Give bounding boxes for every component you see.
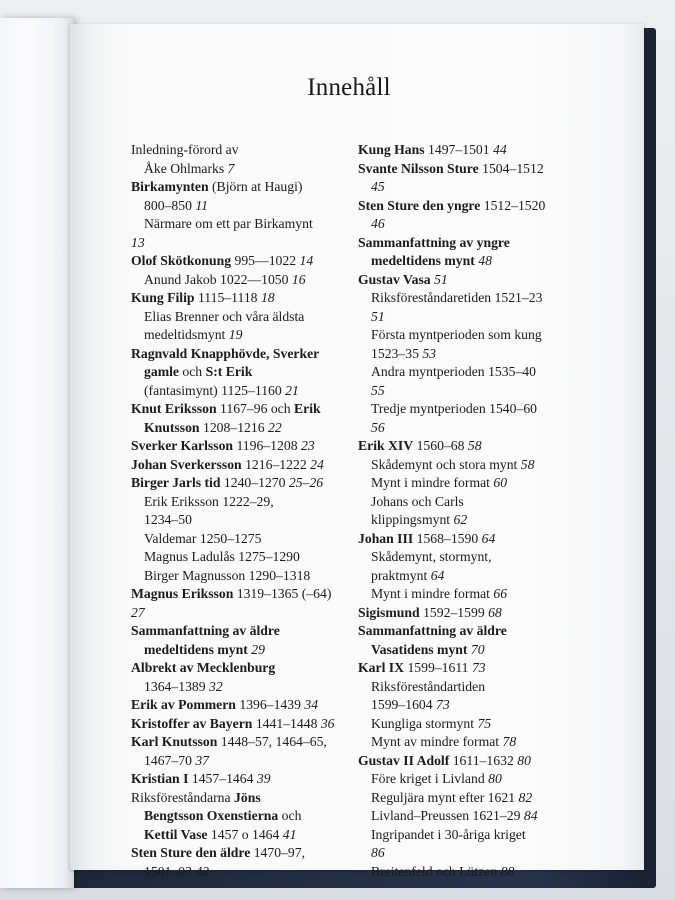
entry-text: Gustav Vasa (358, 271, 431, 287)
entry-text: Tredje myntperioden 1540–60 (371, 401, 538, 416)
entry-text: Kung Hans (358, 142, 425, 157)
entry-text: Erik av Pommern (131, 697, 236, 712)
entry-text: 1457–1464 (188, 771, 257, 786)
entry-text: 1208–1216 (199, 419, 268, 435)
toc-entry (131, 770, 361, 789)
page-number: 82 (518, 789, 533, 805)
entry-text: Magnus Eriksson (131, 586, 234, 601)
page-number: 24 (310, 456, 324, 472)
entry-text: Reguljära mynt efter 1621 (371, 789, 519, 805)
toc-entry (358, 474, 598, 493)
page-number: 60 (493, 475, 508, 490)
page-number: 64 (430, 567, 445, 583)
entry-text: Sammanfattning av yngre (358, 234, 510, 250)
toc-entry (358, 382, 598, 401)
toc-entry (131, 345, 361, 364)
entry-text: praktmynt (371, 567, 431, 583)
entry-text: 1501–03 (144, 863, 196, 879)
entry-text: Livland–Preussen 1621–29 (371, 808, 524, 823)
entry-text: medeltidens mynt (371, 253, 475, 268)
toc-entry (358, 178, 598, 197)
entry-text: Första myntperioden som kung (371, 327, 542, 342)
entry-text: Karl IX (358, 660, 405, 675)
toc-entry (358, 289, 598, 308)
page-number: 80 (517, 752, 531, 768)
entry-text: Johan III (358, 530, 414, 546)
page-number: 45 (371, 179, 385, 194)
entry-text: Breitenfeld och Lützen (371, 863, 501, 879)
entry-text: Sammanfattning av äldre (358, 623, 507, 638)
entry-text: Inledning-förord av (131, 142, 239, 157)
toc-entry (358, 419, 598, 438)
entry-text: Riksföreståndarna (131, 789, 235, 805)
entry-text: Birkamynten (131, 179, 209, 194)
entry-text: 1441–1448 (252, 715, 321, 731)
page-number: 39 (256, 771, 271, 786)
entry-text: 1512–1520 (480, 197, 546, 213)
entry-text: Kristian I (131, 771, 189, 786)
entry-text: Svante Nilsson Sture (358, 160, 479, 176)
entry-text: och (178, 364, 206, 379)
entry-text: och (278, 808, 302, 823)
page-number: 41 (282, 826, 297, 842)
page-number: 37 (195, 752, 210, 768)
entry-text: Sverker Karlsson (131, 438, 234, 453)
toc-entry (131, 400, 361, 419)
entry-text: 1560–68 (413, 438, 468, 453)
entry-text: Kungliga stormynt (371, 715, 478, 731)
toc-entry (358, 400, 598, 419)
entry-text: Gustav II Adolf (358, 752, 450, 768)
toc-entry (358, 844, 598, 863)
entry-text: 1167–96 och (216, 401, 295, 416)
entry-text: Vasatidens mynt (371, 641, 468, 657)
page-number: 42 (195, 863, 210, 879)
entry-text: Birger Magnusson 1290–1318 (144, 567, 311, 583)
page-number: 86 (371, 845, 385, 860)
toc-entry (358, 826, 598, 845)
toc-entry (131, 826, 361, 845)
toc-entry (358, 252, 598, 271)
entry-text: Riksföreståndaretiden 1521–23 (371, 290, 543, 305)
page-number: 22 (267, 419, 282, 435)
entry-text: Jöns (234, 789, 261, 805)
toc-entry (358, 585, 598, 604)
toc-entry (131, 308, 361, 327)
toc-entry (131, 733, 361, 752)
toc-entry (358, 511, 598, 530)
toc-entry (358, 437, 598, 456)
toc-entry (131, 678, 361, 697)
toc-entry (131, 178, 361, 197)
toc-entry (131, 585, 361, 604)
toc-entry (358, 456, 598, 475)
toc-entry (358, 715, 598, 734)
entry-text: Olof Skötkonung (131, 253, 232, 268)
page-number: 36 (320, 715, 335, 731)
page-number: 51 (434, 271, 448, 287)
entry-text: Sten Sture den äldre (131, 845, 251, 860)
toc-entry (131, 326, 361, 345)
entry-text: 1448–57, 1464–65, (217, 734, 327, 749)
page-number: 84 (523, 808, 538, 823)
toc-entry (358, 215, 598, 234)
toc-entry (358, 733, 598, 752)
page-number: 64 (481, 530, 496, 546)
entry-text: 1396–1439 (235, 697, 305, 712)
page-number: 53 (422, 345, 437, 361)
page-number: 23 (300, 438, 315, 453)
page-number: 11 (195, 197, 208, 213)
entry-text: Ragnvald Knapphövde, Sverker (131, 345, 320, 361)
toc-entry (131, 474, 361, 493)
entry-text: Före kriget i Livland (371, 771, 489, 786)
entry-text: 1599–1611 (404, 660, 472, 675)
entry-text: 995—1022 (231, 253, 300, 268)
page-number: 73 (436, 697, 450, 712)
toc-column-right (358, 141, 598, 881)
entry-text: Mynt av mindre format (371, 734, 503, 749)
entry-text: Riksföreståndartiden (371, 678, 486, 694)
toc-entry (358, 641, 598, 660)
entry-text: 1115–1118 (194, 290, 261, 305)
toc-entry (358, 696, 598, 715)
toc-entry (358, 271, 598, 290)
entry-text: S:t Erik (205, 364, 253, 379)
page-number: 34 (304, 697, 319, 712)
toc-entry (131, 382, 361, 401)
toc-entry (358, 548, 598, 567)
page-number: 46 (371, 216, 385, 231)
entry-text: Sammanfattning av äldre (131, 623, 280, 638)
toc-column-left (131, 141, 361, 881)
page-number: 13 (131, 234, 145, 250)
page-number: 58 (467, 438, 482, 453)
page-number: 75 (477, 715, 492, 731)
toc-entry (358, 493, 598, 512)
page-number: 7 (227, 160, 235, 176)
toc-entry (131, 752, 361, 771)
entry-text: 1216–1222 (241, 456, 311, 472)
entry-text: Anund Jakob 1022—1050 (144, 271, 292, 287)
page-number: 56 (371, 419, 385, 435)
entry-text: medeltidens mynt (144, 641, 248, 657)
toc-entry (131, 437, 361, 456)
facing-page (0, 18, 74, 888)
toc-entry (131, 789, 361, 808)
toc-entry (131, 641, 361, 660)
entry-text: gamle (144, 364, 179, 379)
entry-text: 1467–70 (144, 752, 196, 768)
entry-text: 1234–50 (144, 512, 192, 527)
entry-text: 1319–1365 (–64) (233, 586, 332, 601)
entry-text: Karl Knutsson (131, 734, 218, 749)
toc-entry (358, 863, 598, 882)
entry-text: Åke Ohlmarks (144, 160, 228, 176)
toc-entry (358, 807, 598, 826)
toc-entry (131, 234, 361, 253)
entry-text: 1364–1389 (144, 678, 210, 694)
toc-entry (358, 234, 598, 253)
page-number: 73 (471, 660, 486, 675)
entry-text: Andra myntperioden 1535–40 (371, 364, 536, 379)
toc-entry (131, 844, 361, 863)
toc-entry (131, 456, 361, 475)
toc-entry (358, 659, 598, 678)
entry-text: Elias Brenner och våra äldsta (144, 308, 305, 324)
entry-text: Mynt i mindre format (371, 475, 494, 490)
page-number: 19 (228, 327, 243, 342)
toc-entry (131, 530, 361, 549)
toc-entry (131, 160, 361, 179)
entry-text: 1470–97, (250, 845, 306, 860)
page-number: 51 (371, 308, 385, 324)
entry-text: Bengtsson Oxenstierna (144, 808, 279, 823)
entry-text: 1497–1501 (424, 142, 494, 157)
entry-text: Erik XIV (358, 438, 414, 453)
page-number: 62 (453, 512, 468, 527)
toc-entry (131, 363, 361, 382)
toc-entry (358, 530, 598, 549)
entry-text: Närmare om ett par Birkamynt (144, 216, 313, 231)
entry-text: 1457 o 1464 (207, 826, 283, 842)
toc-entry (131, 493, 361, 512)
entry-text: 1504–1512 (478, 160, 544, 176)
entry-text: 1592–1599 (419, 604, 489, 620)
page-number: 25–26 (288, 475, 324, 490)
page-number: 32 (209, 678, 223, 694)
page-title: Innehåll (307, 74, 391, 101)
page-number: 70 (470, 641, 485, 657)
toc-entry (131, 659, 361, 678)
entry-text: Knut Eriksson (131, 401, 217, 416)
entry-text: Kristoffer av Bayern (131, 715, 253, 731)
toc-entry (131, 622, 361, 641)
entry-text: Kettil Vase (144, 826, 208, 842)
entry-text: Knutsson (144, 419, 200, 435)
toc-entry (131, 141, 361, 160)
entry-text: 800–850 (144, 197, 196, 213)
page-number: 27 (131, 604, 145, 620)
entry-text: Johans och Carls (371, 493, 464, 509)
page-number: 58 (520, 456, 535, 472)
page-number: 18 (260, 290, 275, 305)
toc-entry (131, 419, 361, 438)
page-number: 14 (299, 253, 314, 268)
entry-text: klippingsmynt (371, 512, 454, 527)
toc-entry (358, 160, 598, 179)
entry-text: Skådemynt och stora mynt (371, 456, 521, 472)
toc-entry (131, 215, 361, 234)
page-number: 29 (251, 641, 265, 657)
entry-text: medeltidsmynt (144, 327, 229, 342)
toc-entry (131, 197, 361, 216)
entry-text: Sten Sture den yngre (358, 197, 481, 213)
entry-text: 1611–1632 (449, 752, 518, 768)
entry-text: Johan Sverkersson (131, 456, 242, 472)
toc-entry (131, 807, 361, 826)
entry-text: 1523–35 (371, 345, 423, 361)
toc-entry (131, 252, 361, 271)
entry-text: Sigismund (358, 604, 420, 620)
toc-entry (131, 271, 361, 290)
page-number: 48 (478, 253, 492, 268)
toc-entry (131, 863, 361, 882)
toc-entry (358, 752, 598, 771)
page-number: 78 (502, 734, 517, 749)
entry-text: Mynt i mindre format (371, 586, 494, 601)
entry-text: Ingripandet i 30-åriga kriget (371, 826, 526, 842)
entry-text: Albrekt av Mecklenburg (131, 660, 276, 675)
entry-text: Erik Eriksson 1222–29, (144, 493, 274, 509)
toc-entry (358, 770, 598, 789)
entry-text: (fantasimynt) 1125–1160 (144, 382, 286, 398)
toc-entry (358, 567, 598, 586)
entry-text: Erik (294, 401, 321, 416)
page-number: 80 (488, 771, 502, 786)
page-number: 88 (500, 863, 515, 879)
toc-entry (358, 345, 598, 364)
toc-entry (358, 326, 598, 345)
toc-entry (131, 548, 361, 567)
toc-entry (358, 141, 598, 160)
toc-entry (358, 197, 598, 216)
entry-text: Kung Filip (131, 290, 195, 305)
toc-entry (131, 511, 361, 530)
entry-text: 1196–1208 (233, 438, 301, 453)
toc-entry (131, 289, 361, 308)
entry-text: Skådemynt, stormynt, (371, 549, 492, 564)
toc-entry (131, 604, 361, 623)
entry-text: (Björn at Haugi) (208, 179, 303, 194)
toc-entry (358, 789, 598, 808)
page-number: 66 (493, 586, 508, 601)
page-number: 55 (371, 382, 385, 398)
toc-entry (131, 567, 361, 586)
entry-text: 1240–1270 (220, 475, 289, 490)
toc-entry (131, 696, 361, 715)
page-number: 16 (291, 271, 306, 287)
entry-text: 1599–1604 (371, 697, 437, 712)
entry-text: Valdemar 1250–1275 (144, 530, 262, 546)
toc-entry (358, 678, 598, 697)
entry-text: 1568–1590 (413, 530, 482, 546)
page-number: 21 (285, 382, 299, 398)
toc-entry (358, 604, 598, 623)
entry-text: Birger Jarls tid (131, 475, 221, 490)
entry-text: Magnus Ladulås 1275–1290 (144, 549, 300, 564)
toc-entry (358, 622, 598, 641)
page-number: 44 (493, 142, 507, 157)
toc-entry (358, 363, 598, 382)
toc-entry (358, 308, 598, 327)
toc-entry (131, 715, 361, 734)
page-number: 68 (488, 604, 502, 620)
